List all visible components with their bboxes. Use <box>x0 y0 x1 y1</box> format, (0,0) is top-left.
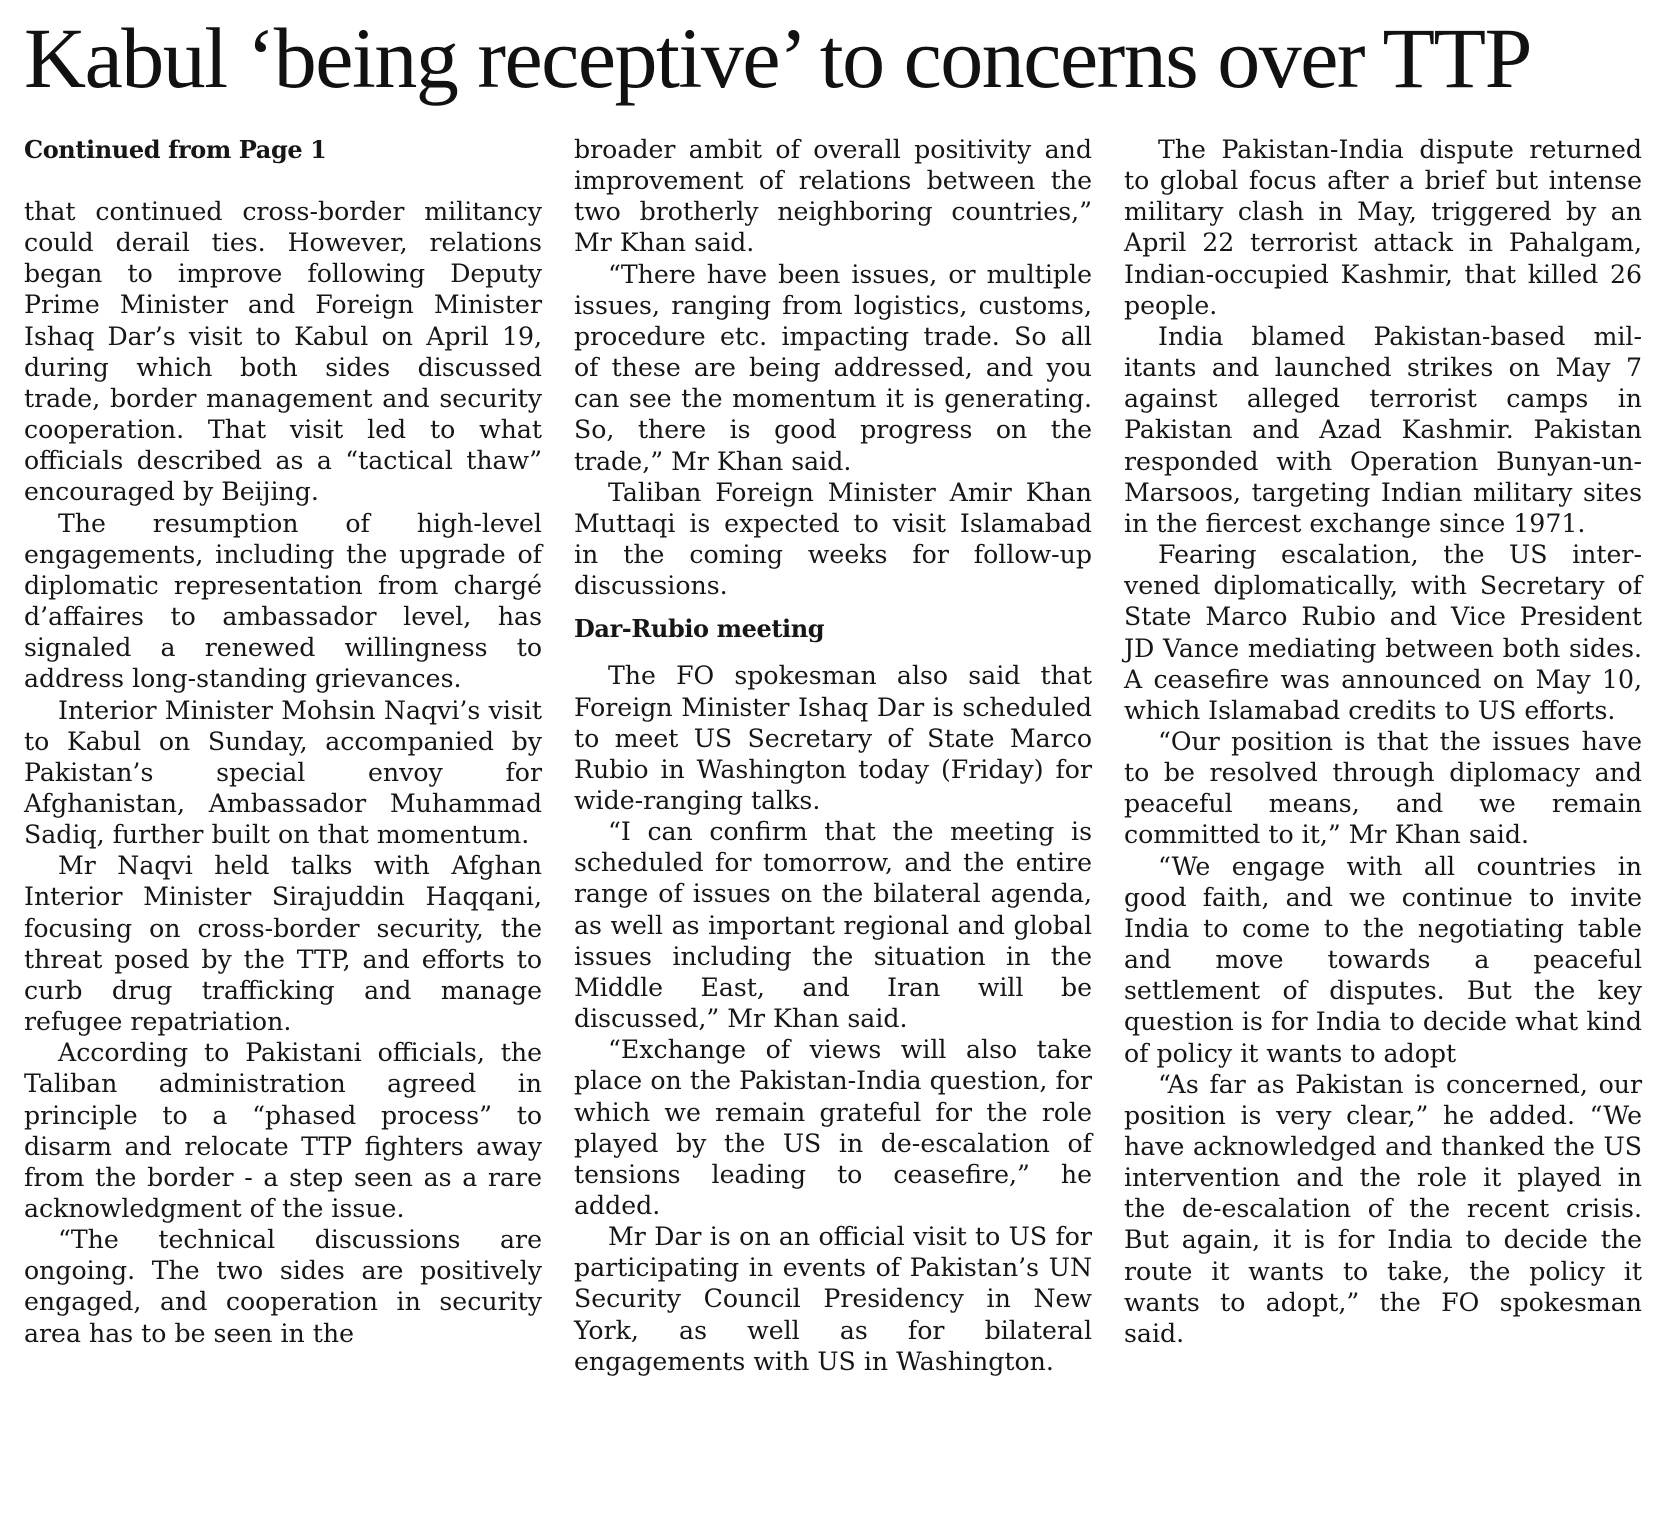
paragraph: According to Pakistani officials, the Taliban administration agreed in principle to a “phased process” to disarm and relocate TTP fighters away from the border - a step seen as a rare acknowledgment of the issue. <box>24 1038 542 1223</box>
article-column-2 <box>574 134 1092 1377</box>
paragraph: The FO spokesman also said that Foreign Minister Ishaq Dar is scheduled to meet US Secretary of State Marco Rubio in Washington today (Friday) for wide-ranging talks. <box>574 661 1092 815</box>
paragraph: Taliban Foreign Minister Amir Khan Muttaqi is expected to visit Islamabad in the coming weeks for follow-up discussions. <box>574 477 1092 601</box>
paragraph: “There have been issues, or multiple issues, ranging from logistics, customs, procedure etc. impacting trade. So all of these are being addressed, and you can see the momentum it is generating. So, there is good progress on the trade,” Mr Khan said. <box>574 259 1092 476</box>
paragraph: “The technical discussions are ongoing. The two sides are positively engaged, and cooperation in security area has to be seen in the <box>24 1225 542 1348</box>
paragraph: “We engage with all countries in good faith, and we continue to invite India to come to the negotiating table and move towards a peaceful settlement of disputes. But the key question is for India to decide what kind of policy it wants to adopt <box>1124 851 1642 1068</box>
paragraph: Mr Dar is on an official visit to US for participating in events of Pakistan’s UN Security Council Presidency in New York, as well as for bilateral engagements with US in Washington. <box>574 1222 1092 1376</box>
paragraph: “Exchange of views will also take place on the Pakistan-India question, for which we remain grateful for the role played by the US in de-escalation of tensions leading to ceasefire,” he added. <box>574 1035 1092 1220</box>
paragraph: broader ambit of overall positivity and improvement of relations between the two brotherly neighboring countries,” Mr Khan said. <box>574 135 1092 258</box>
paragraph: The resumption of high-level engagements, including the upgrade of diplomatic representation from chargé d’affaires to ambassador level, has signaled a renewed willingness to address long-standing grievances. <box>24 508 542 694</box>
paragraph: Interior Minister Mohsin Naqvi’s visit to Kabul on Sunday, accompanied by Pakistan’s special envoy for Afghanistan, Ambassador Muhammad Sadiq, further built on that momentum. <box>24 695 542 850</box>
paragraph: Mr Naqvi held talks with Afghan Interior Minister Sirajuddin Haqqani, focusing on cross-border security, the threat posed by the TTP, and efforts to curb drug trafficking and manage refugee repatriation. <box>24 851 542 1037</box>
paragraph: Fearing escalation, the US intervened diplomatically, with Secretary of State Marco Rubio and Vice President JD Vance mediating between both sides. A ceasefire was announced on May 10, which Islamabad credits to US efforts. <box>1124 540 1642 725</box>
paragraph: “As far as Pakistan is concerned, our position is very clear,” he added. “We have acknowledged and thanked the US intervention and the role it played in the de-escalation of the recent crisis. But again, it is for India to decide the route it wants to take, the policy it wants to adopt,” the FO spokesman said. <box>1124 1069 1642 1348</box>
paragraph: India blamed Pakistan-based militants and launched strikes on May 7 against alleged terrorist camps in Pakistan and Azad Kashmir. Pakistan responded with Operation Bunyan-un-Marsoos, targeting Indian military sites in the fiercest exchange since 1971. <box>1124 321 1642 538</box>
paragraph: “Our position is that the issues have to be resolved through diplomacy and peaceful means, and we remain committed to it,” Mr Khan said. <box>1124 726 1642 850</box>
paragraph: “I can confirm that the meeting is scheduled for tomorrow, and the entire range of issues on the bilateral agenda, as well as important regional and global issues including the situation in the Middle East, and Iran will be discussed,” Mr Khan said. <box>574 817 1092 1034</box>
headline: Kabul ‘being receptive’ to concerns over TTP <box>24 10 1531 106</box>
article-column-3 <box>1124 134 1642 1349</box>
paragraph: The Pakistan-India dispute returned to global focus after a brief but intense military clash in May, triggered by an April 22 terrorist attack in Pahalgam, Indian-occupied Kashmir, that killed 26 people. <box>1124 135 1642 320</box>
section-subhead: Dar-Rubio meeting <box>574 614 825 644</box>
continued-from-label: Continued from Page 1 <box>24 135 327 164</box>
article-column-1 <box>24 134 542 1349</box>
paragraph: that continued cross-border militancy could derail ties. However, relations began to improve following Deputy Prime Minister and Foreign Minister Ishaq Dar’s visit to Kabul on April 19, during which both sides discussed trade, border management and security cooperation. That visit led to what officials described as a “tactical thaw” encouraged by Beijing. <box>24 197 542 507</box>
